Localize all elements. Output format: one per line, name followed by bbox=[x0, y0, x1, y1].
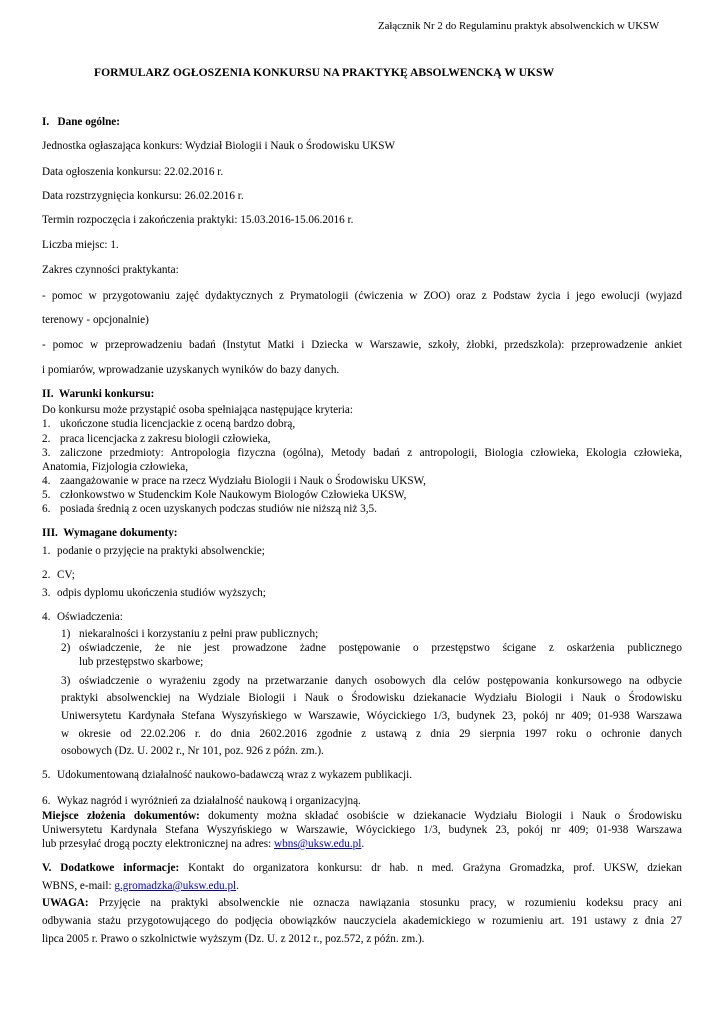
unit-line: Jednostka ogłaszająca konkurs: Wydział Biologii i Nauk o Środowisku UKSW bbox=[42, 140, 396, 152]
criteria-item: 5. członkowstwo w Studenckim Kole Naukowym Biologów Człowieka UKSW, bbox=[42, 489, 407, 501]
contact-email-link[interactable]: g.gromadzka@uksw.edu.pl bbox=[114, 880, 237, 892]
declaration-item: 3) oświadczenie o wyrażeniu zgody na przetwarzanie danych osobowych dla celów postępowania konkursowego na odbycie bbox=[61, 675, 682, 687]
task-2-line-2: i pomiarów, wprowadzanie uzyskanych wyników do bazy danych. bbox=[42, 364, 340, 376]
declaration-item: 2) oświadczenie, że nie jest prowadzone żadne postępowanie o przestępstwo ścigane z oskarżenia publicznego bbox=[61, 642, 682, 654]
declaration-item-continuation: osobowych (Dz. U. 2002 r., Nr 101, poz. 926 z późn. zm.). bbox=[61, 745, 324, 757]
section-5-line-2: WBNS, e-mail: g.gromadzka@uksw.edu.pl. bbox=[42, 880, 239, 892]
note-line-1: UWAGA: Przyjęcie na praktyki absolwenckie nie oznacza nawiązania stosunku pracy, w rozumieniu kodeksu pracy ani bbox=[42, 897, 682, 909]
note-line-2: odbywania stażu przygotowującego do podjęcia obowiązków nauczyciela akademickiego w rozumieniu art. 191 ustawy z dnia 27 bbox=[42, 915, 682, 927]
declaration-item: 1) niekaralności i korzystaniu z pełni praw publicznych; bbox=[61, 628, 319, 640]
resolve-date: Data rozstrzygnięcia konkursu: 26.02.2016 r. bbox=[42, 190, 244, 202]
document-item: 6. Wykaz nagród i wyróżnień za działalność naukową i organizacyjną. bbox=[42, 795, 361, 807]
document-item: 3. odpis dyplomu ukończenia studiów wyższych; bbox=[42, 587, 266, 599]
declaration-item-continuation: praktyki absolwenckiej na Wydziale Biologii i Nauk o Środowisku dziekanacie Wydziału Biologii i Nauk o Środowisku bbox=[61, 692, 682, 704]
places-count: Liczba miejsc: 1. bbox=[42, 239, 119, 251]
section-3-heading: III. Wymagane dokumenty: bbox=[42, 527, 178, 539]
criteria-intro: Do konkursu może przystąpić osoba spełniająca następujące kryteria: bbox=[42, 404, 353, 416]
task-1-line-2: terenowy - opcjonalnie) bbox=[42, 314, 149, 326]
document-item: 5. Udokumentowaną działalność naukowo-badawczą wraz z wykazem publikacji. bbox=[42, 769, 413, 781]
criteria-item: 6. posiada średnią z ocen uzyskanych podczas studiów nie niższą niż 3,5. bbox=[42, 503, 377, 515]
submission-line-3: lub przesyłać drogą poczty elektronicznej na adres: wbns@uksw.edu.pl. bbox=[42, 838, 365, 850]
section-2-heading: II. Warunki konkursu: bbox=[42, 388, 155, 400]
declaration-item-continuation: Uniwersytetu Kardynała Stefana Wyszyńskiego w Warszawie, Wóycickiego 1/3, budynek 23, pokój nr 409; 01-938 Warszawa bbox=[61, 710, 682, 722]
header-note: Załącznik Nr 2 do Regulaminu praktyk absolwenckich w UKSW bbox=[378, 20, 660, 32]
note-line-3: lipca 2005 r. Prawo o szkolnictwie wyższym (Dz. U. z 2012 r., poz.572, z późn. zm.). bbox=[42, 933, 425, 945]
document-item: 2. CV; bbox=[42, 569, 75, 581]
document-title: FORMULARZ OGŁOSZENIA KONKURSU NA PRAKTYKĘ ABSOLWENCKĄ W UKSW bbox=[94, 66, 555, 79]
criteria-item: 4. zaangażowanie w prace na rzecz Wydziału Biologii i Nauk o Środowisku UKSW, bbox=[42, 475, 426, 487]
submission-line-2: Uniwersytetu Kardynała Stefana Wyszyńskiego w Warszawie, Wóycickiego 1/3, budynek 23, pokój nr 409; 01-938 Warszawa bbox=[42, 824, 682, 836]
task-1-line-1: - pomoc w przygotowaniu zajęć dydaktycznych z Prymatologii (ćwiczenia w ZOO) oraz z Podstaw życia i jego ewolucji (wyjazd bbox=[42, 290, 682, 302]
declaration-item-continuation: w okresie od 22.02.206 r. do dnia 2602.2016 zgodnie z ustawą z dnia 29 sierpnia 1997 roku o ochronie danych bbox=[61, 728, 682, 740]
document-item: 1. podanie o przyjęcie na praktyki absolwenckie; bbox=[42, 545, 265, 557]
criteria-item-continuation: Anatomia, Fizjologia człowieka, bbox=[42, 461, 189, 473]
task-2-line-1: - pomoc w przeprowadzeniu badań (Instytut Matki i Dziecka w Warszawie, szkoły, żłobki, przedszkola): przeprowadzenie ankiet bbox=[42, 339, 682, 351]
section-1-heading: I. Dane ogólne: bbox=[42, 116, 121, 128]
announce-date: Data ogłoszenia konkursu: 22.02.2016 r. bbox=[42, 166, 224, 178]
criteria-item: 1. ukończone studia licencjackie z oceną bardzo dobrą, bbox=[42, 418, 296, 430]
criteria-item: 2. praca licencjacka z zakresu biologii człowieka, bbox=[42, 433, 271, 445]
scope-label: Zakres czynności praktykanta: bbox=[42, 264, 179, 276]
submission-line-1: Miejsce złożenia dokumentów: dokumenty można składać osobiście w dziekanacie Wydziału Biologii i Nauk o Środowisku bbox=[42, 810, 682, 822]
declaration-item-continuation: lub przestępstwo skarbowe; bbox=[79, 656, 204, 668]
submission-email-link[interactable]: wbns@uksw.edu.pl bbox=[274, 838, 362, 850]
criteria-item: 3. zaliczone przedmioty: Antropologia fizyczna (ogólna), Metody badań z antropologii, Biologia człowieka, Ekologia człowieka, bbox=[42, 447, 682, 459]
section-5-line-1: V. Dodatkowe informacje: Kontakt do organizatora konkursu: dr hab. n med. Grażyna Gromadzka, prof. UKSW, dziekan bbox=[42, 862, 683, 874]
document-item: 4. Oświadczenia: bbox=[42, 611, 123, 623]
internship-term: Termin rozpoczęcia i zakończenia praktyki: 15.03.2016-15.06.2016 r. bbox=[42, 214, 354, 226]
